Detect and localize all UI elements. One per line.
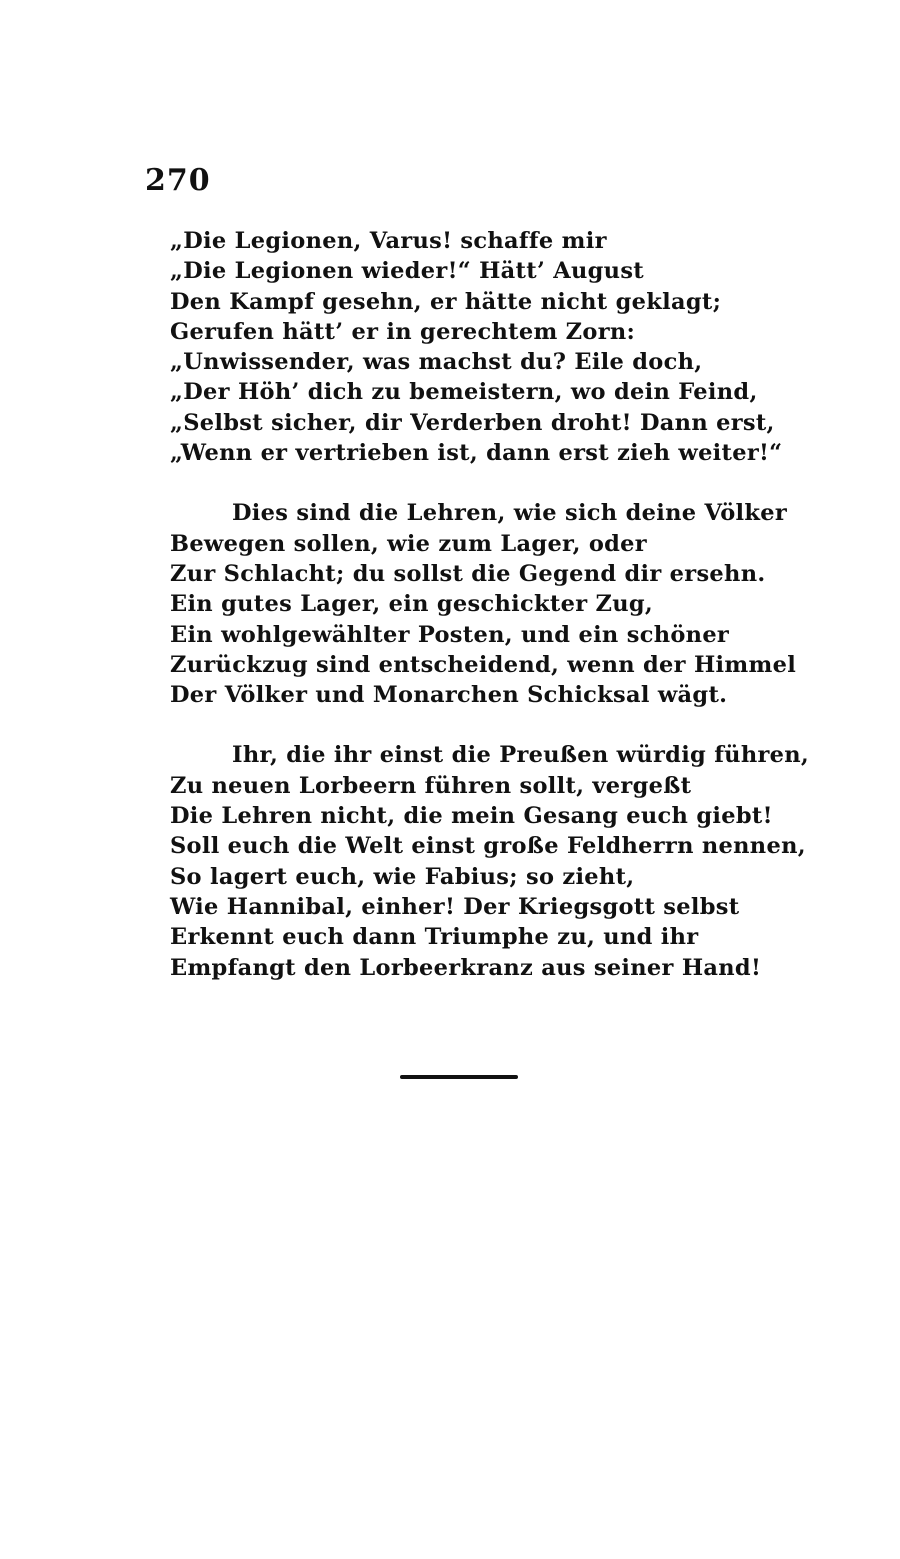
poem-line: Die Lehren nicht, die mein Gesang euch giebt! [170,803,773,830]
poem-line: Ein gutes Lager, ein geschickter Zug, [170,591,654,618]
stanza-3 [170,740,810,982]
poem-line: Dies sind die Lehren, wie sich deine Völker [232,500,788,527]
poem-line: Zurückzug sind entscheidend, wenn der Himmel [170,651,797,678]
page-number: 270 [145,163,211,198]
stanza-1 [170,226,810,468]
poem-line: „Die Legionen, Varus! schaffe mir [170,228,607,254]
stanza-break [170,468,810,498]
poem-line: Wie Hannibal, einher! Der Kriegsgott selbst [170,893,740,920]
poem-line: Den Kampf gesehn, er hätte nicht geklagt; [170,288,722,315]
poem-line: Soll euch die Welt einst große Feldherrn nennen, [170,833,806,860]
stanza-break [170,710,810,740]
poem-line: „Die Legionen wieder!“ Hätt’ August [170,258,644,285]
poem-line: Der Völker und Monarchen Schicksal wägt. [170,682,728,709]
poem-line: Bewegen sollen, wie zum Lager, oder [170,530,647,557]
poem-line: Empfangt den Lorbeerkranz aus seiner Hand! [170,954,762,981]
poem-text [170,226,810,983]
poem-line: Ein wohlgewählter Posten, und ein schöner [170,621,730,648]
poem-line: So lagert euch, wie Fabius; so zieht, [170,863,635,890]
poem-line: Ihr, die ihr einst die Preußen würdig führen, [232,742,810,769]
poem-line: „Wenn er vertrieben ist, dann erst zieh weiter!“ [170,440,783,467]
end-rule-divider [400,1075,518,1079]
stanza-2 [170,498,810,710]
poem-line: „Selbst sicher, dir Verderben droht! Dann erst, [170,409,775,436]
poem-line: Zu neuen Lorbeern führen sollt, vergeßt [170,772,692,799]
poem-line: Gerufen hätt’ er in gerechtem Zorn: [170,318,636,345]
poem-line: Zur Schlacht; du sollst die Gegend dir ersehn. [170,560,766,587]
poem-line: Erkennt euch dann Triumphe zu, und ihr [170,924,699,951]
poem-line: „Unwissender, was machst du? Eile doch, [170,349,703,376]
poem-line: „Der Höh’ dich zu bemeistern, wo dein Feind, [170,379,758,406]
